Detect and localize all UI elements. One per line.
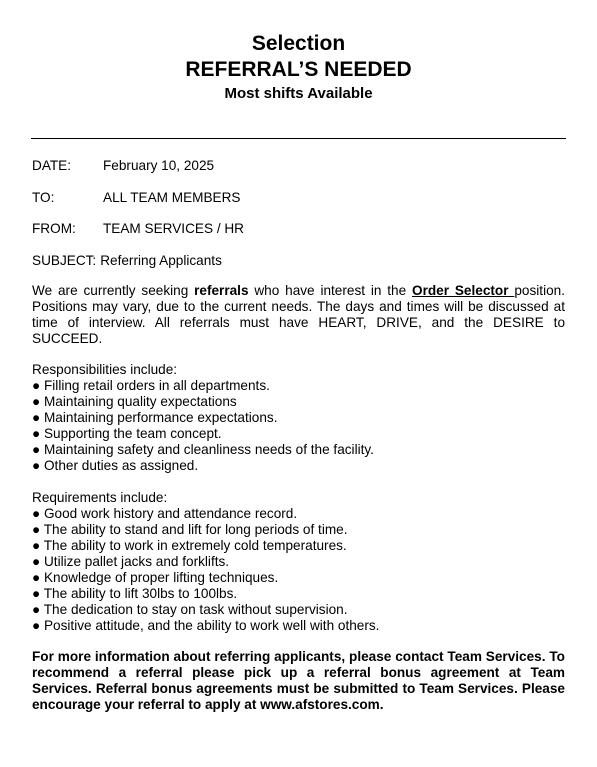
list-item: ● The ability to work in extremely cold temperatures. — [32, 538, 347, 553]
list-item: ● The ability to lift 30lbs to 100lbs. — [32, 586, 238, 601]
date-label: DATE: — [32, 158, 72, 173]
list-item: ● Knowledge of proper lifting techniques. — [32, 570, 279, 585]
list-item: ● Maintaining quality expectations — [32, 394, 237, 409]
list-item: ● Maintaining safety and cleanliness needs of the facility. — [32, 442, 374, 457]
order-selector-link: Order Selector — [412, 283, 515, 298]
responsibilities-heading: Responsibilities include: — [32, 362, 178, 377]
from-value: TEAM SERVICES / HR — [103, 221, 245, 236]
list-item: ● Filling retail orders in all departments. — [32, 378, 270, 393]
requirements-section — [32, 490, 565, 634]
intro-text-2: who have interest in the — [248, 283, 413, 298]
to-value: ALL TEAM MEMBERS — [103, 190, 241, 205]
subject-label: SUBJECT: — [32, 253, 97, 268]
list-item: ● Utilize pallet jacks and forklifts. — [32, 554, 230, 569]
to-label: TO: — [32, 190, 55, 205]
horizontal-divider — [31, 138, 566, 139]
date-value: February 10, 2025 — [103, 158, 215, 173]
document-title: Selection — [251, 32, 346, 55]
subject-value: Referring Applicants — [100, 253, 222, 268]
intro-bold-referrals: referrals — [194, 283, 249, 298]
memo-from-row — [32, 220, 567, 237]
list-item: ● Other duties as assigned. — [32, 458, 199, 473]
list-item: ● Positive attitude, and the ability to work well with others. — [32, 618, 380, 633]
from-label: FROM: — [32, 221, 76, 236]
requirements-heading: Requirements include: — [32, 490, 168, 505]
intro-paragraph — [32, 283, 565, 347]
list-item: ● Good work history and attendance record. — [32, 506, 298, 521]
intro-text-3: position. Positions may vary, due to the current needs. The days and times will be discussed at time of interview. All referrals must have HEART, DRIVE, and the DESIRE to SUCCEED. — [32, 283, 565, 346]
memo-date-row — [32, 157, 567, 174]
list-item: ● The dedication to stay on task without supervision. — [32, 602, 348, 617]
contact-paragraph: For more information about referring applicants, please contact Team Services. To recommend a referral please pick up a referral bonus agreement at Team Services. Referral bonus agreements must be submitted to Team Services. Please encourage your referral to apply at www.afstores.com. — [32, 649, 565, 712]
list-item: ● The ability to stand and lift for long periods of time. — [32, 522, 348, 537]
memo-subject-row — [32, 252, 567, 269]
intro-text-1: We are currently seeking — [32, 283, 195, 298]
document-subheading: Most shifts Available — [224, 85, 373, 102]
memo-to-row — [32, 189, 567, 206]
list-item: ● Maintaining performance expectations. — [32, 410, 278, 425]
responsibilities-section — [32, 362, 565, 474]
document-headline: REFERRAL’S NEEDED — [185, 58, 412, 81]
list-item: ● Supporting the team concept. — [32, 426, 222, 441]
